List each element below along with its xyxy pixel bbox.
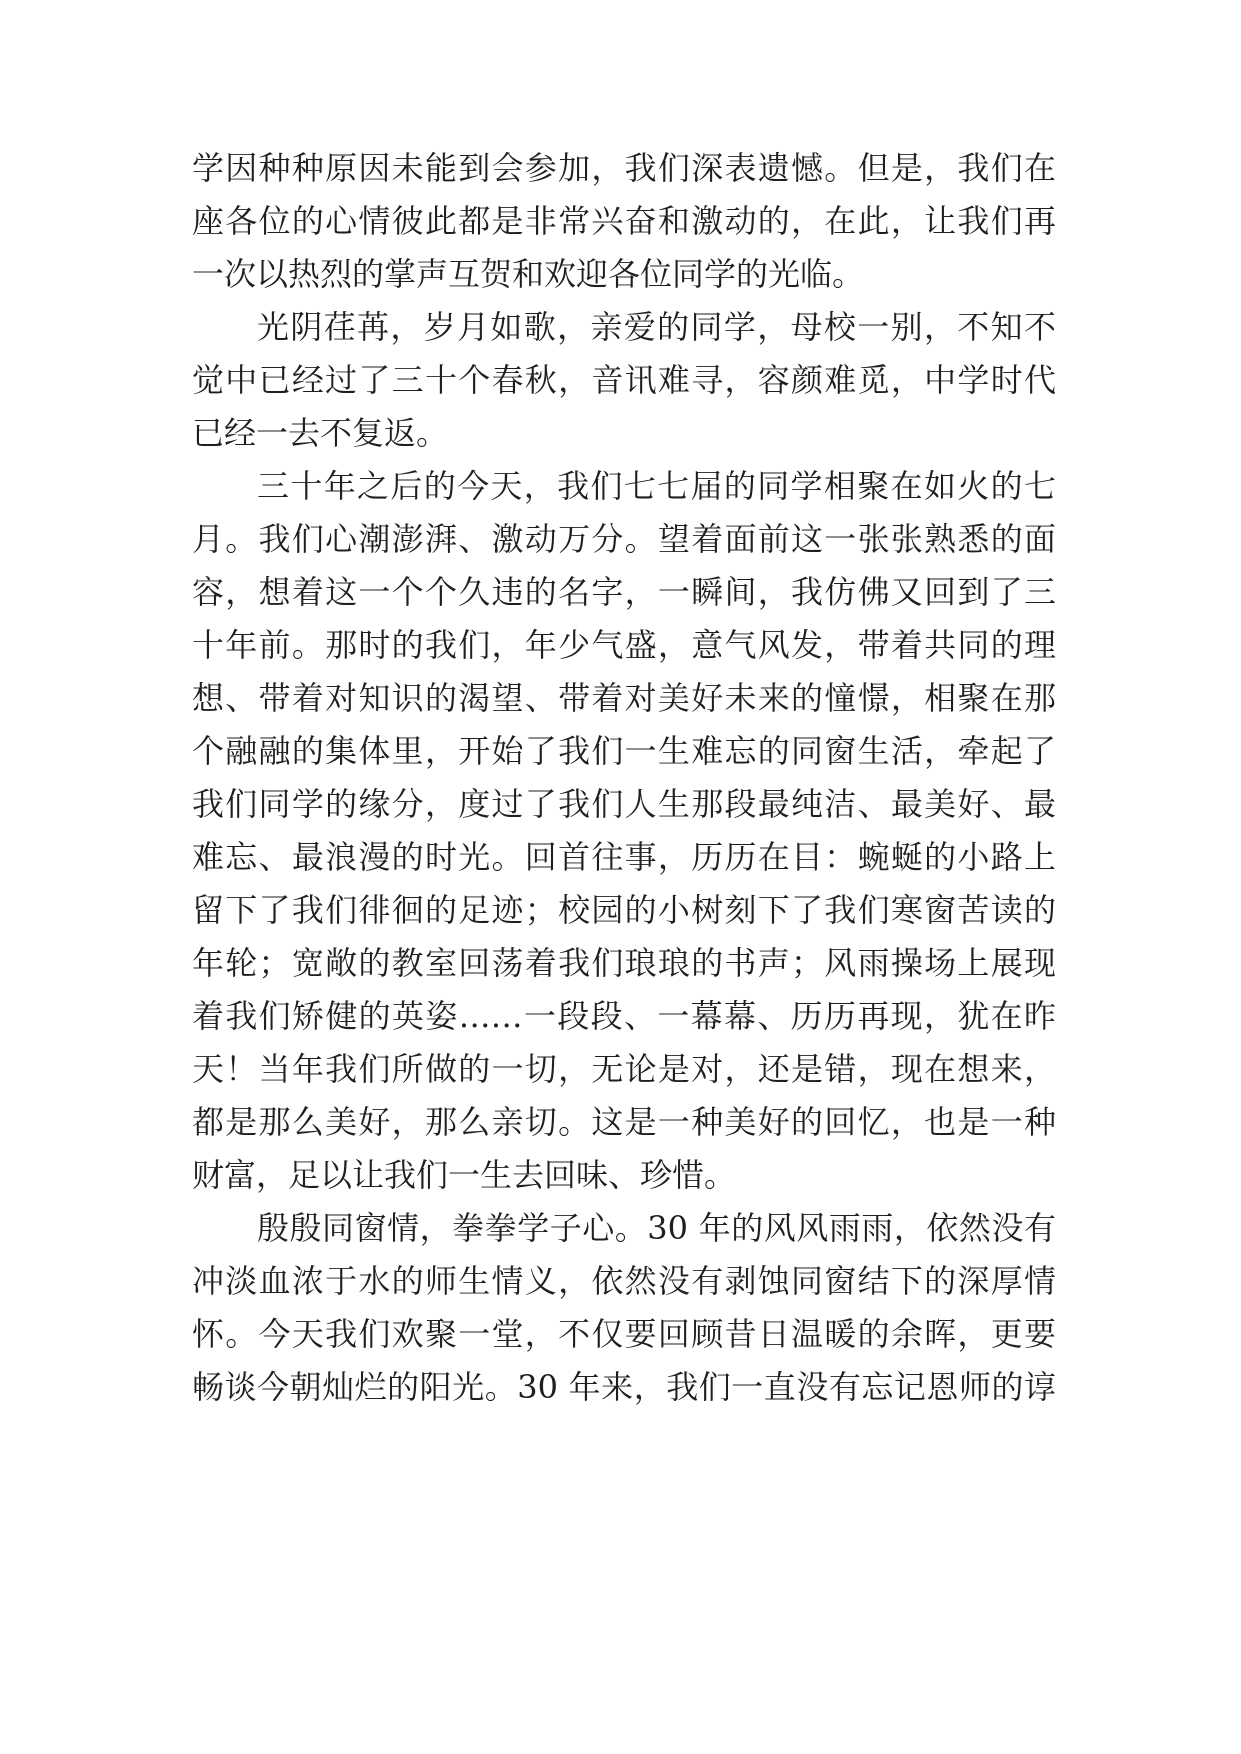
text-line: 我们同学的缘分，度过了我们人生那段最纯洁、最美好、最 — [192, 785, 1056, 823]
text-line: 都是那么美好，那么亲切。这是一种美好的回忆，也是一种 — [192, 1103, 1056, 1141]
text-line: 冲淡血浓于水的师生情义，依然没有剥蚀同窗结下的深厚情 — [192, 1262, 1056, 1300]
text-line: 十年前。那时的我们，年少气盛，意气风发，带着共同的理 — [192, 626, 1056, 664]
text-line: 觉中已经过了三十个春秋，音讯难寻，容颜难觅，中学时代 — [192, 361, 1056, 399]
text-line: 难忘、最浪漫的时光。回首往事，历历在目：蜿蜒的小路上 — [192, 838, 1056, 876]
text-line: 容，想着这一个个久违的名字，一瞬间，我仿佛又回到了三 — [192, 573, 1056, 611]
paragraph-first-line: 三十年之后的今天，我们七七届的同学相聚在如火的七 — [257, 467, 1056, 505]
paragraph-first-line: 光阴荏苒，岁月如歌，亲爱的同学，母校一别，不知不 — [257, 308, 1056, 346]
text-line: 个融融的集体里，开始了我们一生难忘的同窗生活，牵起了 — [192, 732, 1056, 770]
text-line: 财富，足以让我们一生去回味、珍惜。 — [192, 1156, 737, 1194]
paragraph-first-line: 殷殷同窗情，拳拳学子心。30 年的风风雨雨，依然没有 — [257, 1209, 1056, 1247]
text-line: 天！当年我们所做的一切，无论是对，还是错，现在想来， — [192, 1050, 1056, 1088]
text-line: 想、带着对知识的渴望、带着对美好未来的憧憬，相聚在那 — [192, 679, 1056, 717]
text-line: 一次以热烈的掌声互贺和欢迎各位同学的光临。 — [192, 255, 865, 293]
text-line: 月。我们心潮澎湃、激动万分。望着面前这一张张熟悉的面 — [192, 520, 1056, 558]
text-line: 畅谈今朝灿烂的阳光。30 年来，我们一直没有忘记恩师的谆 — [192, 1368, 1056, 1406]
text-line: 学因种种原因未能到会参加，我们深表遗憾。但是，我们在 — [192, 149, 1056, 187]
text-line: 年轮；宽敞的教室回荡着我们琅琅的书声；风雨操场上展现 — [192, 944, 1056, 982]
text-line: 怀。今天我们欢聚一堂，不仅要回顾昔日温暖的余晖，更要 — [192, 1315, 1056, 1353]
text-line: 座各位的心情彼此都是非常兴奋和激动的，在此，让我们再 — [192, 202, 1056, 240]
text-line: 着我们矫健的英姿……一段段、一幕幕、历历再现，犹在昨 — [192, 997, 1056, 1035]
text-line: 已经一去不复返。 — [192, 414, 449, 452]
text-line: 留下了我们徘徊的足迹；校园的小树刻下了我们寒窗苦读的 — [192, 891, 1056, 929]
